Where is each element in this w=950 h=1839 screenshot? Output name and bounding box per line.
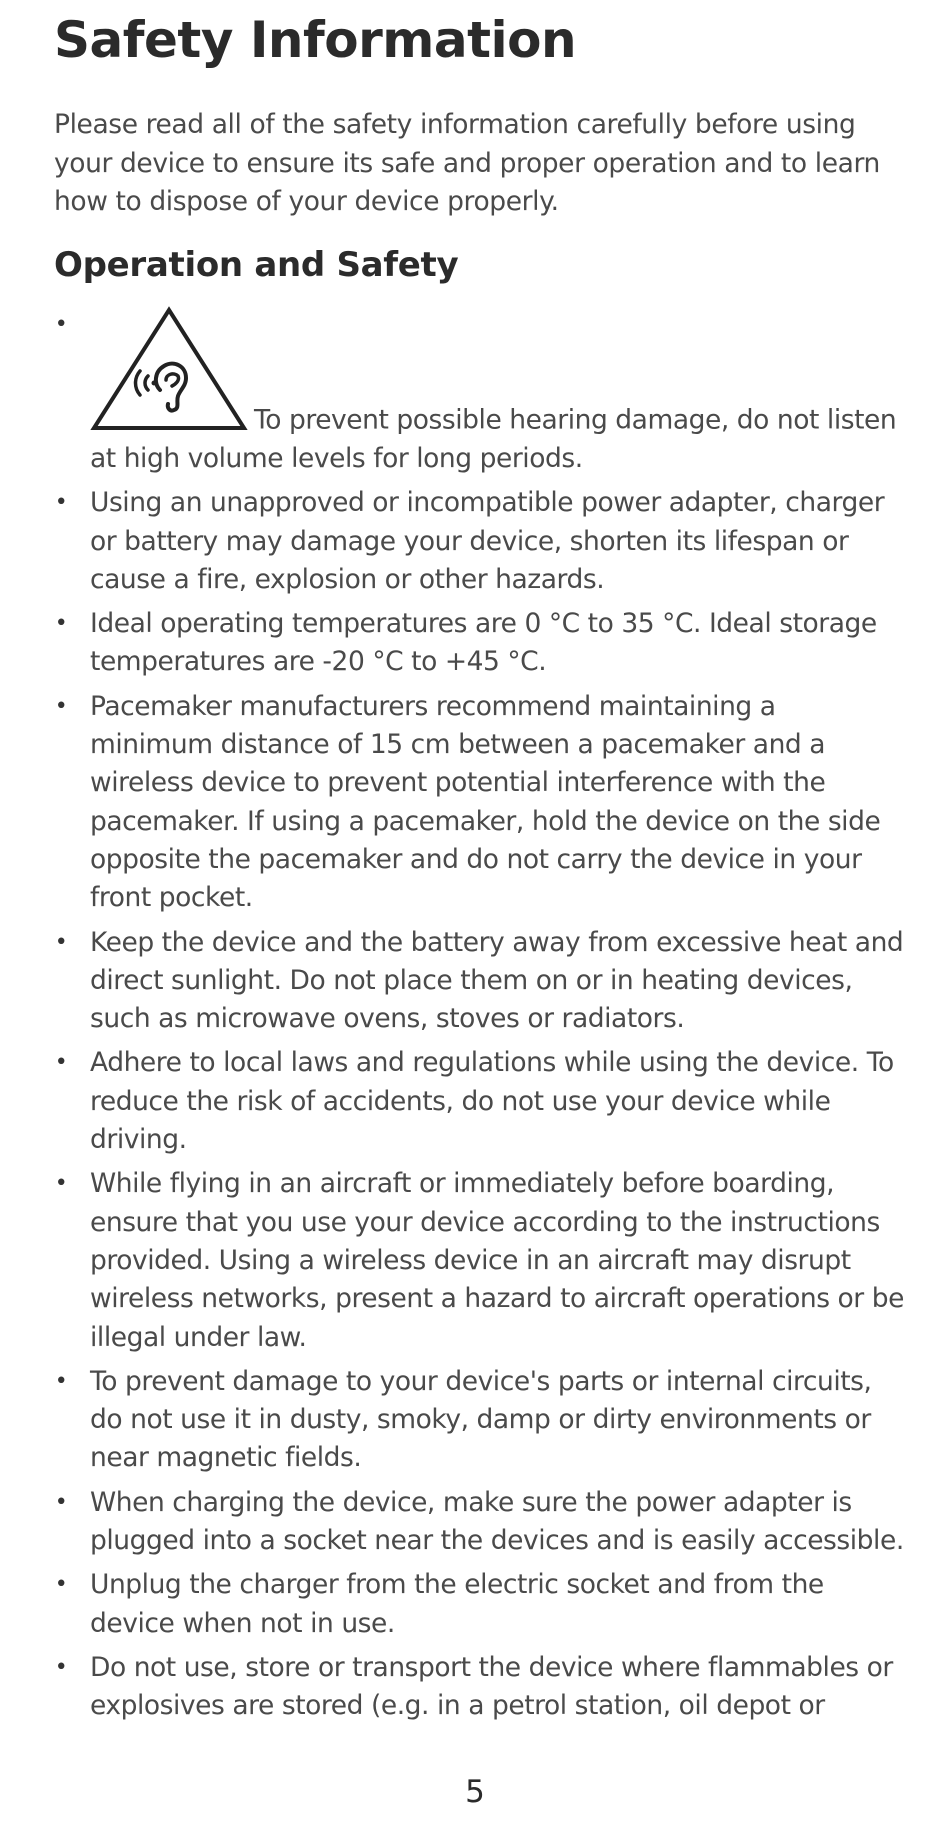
list-item-text: To prevent possible hearing damage, do not listen at high volume levels for long periods. — [90, 404, 897, 474]
section-title: Operation and Safety — [54, 245, 459, 285]
list-item — [54, 1363, 904, 1478]
bullet: • — [54, 693, 68, 719]
hearing-warning-icon — [90, 306, 248, 432]
page-title: Safety Information — [54, 11, 577, 69]
bullet: • — [54, 1572, 68, 1598]
list-item — [54, 1566, 904, 1643]
bullet: • — [54, 611, 68, 637]
bullet: • — [54, 1654, 68, 1680]
bullet: • — [54, 490, 68, 516]
list-item — [54, 605, 904, 682]
page-number: 5 — [465, 1774, 485, 1810]
intro-paragraph: Please read all of the safety information carefully before using your device to ensure its safe and proper operation and to learn how to dispose of your device properly. — [54, 109, 880, 217]
list-item — [54, 1044, 904, 1159]
list-item-text: Pacemaker manufacturers recommend maintaining a minimum distance of 15 cm between a pacemaker and a wireless device to prevent potential interference with the pacemaker. If using a pacemaker, hold the device on the side opposite the pacemaker and do not carry the device in your front pocket. — [90, 690, 881, 914]
list-item — [54, 484, 904, 599]
list-item-text: Do not use, store or transport the device where flammables or explosives are stored (e.g. in a petrol station, oil depot or — [90, 1651, 893, 1722]
list-item-text: Keep the device and the battery away from excessive heat and direct sunlight. Do not place them on or in heating devices, such as microwave ovens, stoves or radiators. — [90, 926, 904, 1035]
bullet: • — [54, 1171, 68, 1197]
list-item — [54, 688, 904, 918]
list-item — [54, 1165, 904, 1356]
list-item — [54, 924, 904, 1039]
bullet: • — [54, 1489, 68, 1515]
list-item — [54, 306, 904, 478]
list-item-text: When charging the device, make sure the power adapter is plugged into a socket near the devices and is easily accessible. — [90, 1486, 904, 1557]
list-item-text: Ideal operating temperatures are 0 °C to 35 °C. Ideal storage temperatures are -20 °C to +45 °C. — [90, 608, 877, 678]
list-item-text: Using an unapproved or incompatible power adapter, charger or battery may damage your device, shorten its lifespan or cause a fire, explosion or other hazards. — [90, 487, 885, 595]
bullet: • — [54, 1368, 68, 1394]
list-item-text: While flying in an aircraft or immediately before boarding, ensure that you use your device according to the instructions provided. Using a wireless device in an aircraft may disrupt wireless networks, present a hazard to aircraft operations or be illegal under law. — [90, 1168, 904, 1353]
list-item — [54, 1649, 904, 1726]
list-item-text: Adhere to local laws and regulations while using the device. To reduce the risk of accidents, do not use your device while driving. — [90, 1047, 894, 1156]
bullet: • — [54, 929, 68, 955]
safety-list — [54, 306, 904, 1732]
bullet: • — [54, 312, 68, 337]
list-item-text: Unplug the charger from the electric socket and from the device when not in use. — [90, 1569, 824, 1639]
list-item — [54, 1484, 904, 1561]
bullet: • — [54, 1050, 68, 1076]
list-item-text: To prevent damage to your device's parts or internal circuits, do not use it in dusty, smoky, damp or dirty environments or near magnetic fields. — [90, 1365, 872, 1474]
